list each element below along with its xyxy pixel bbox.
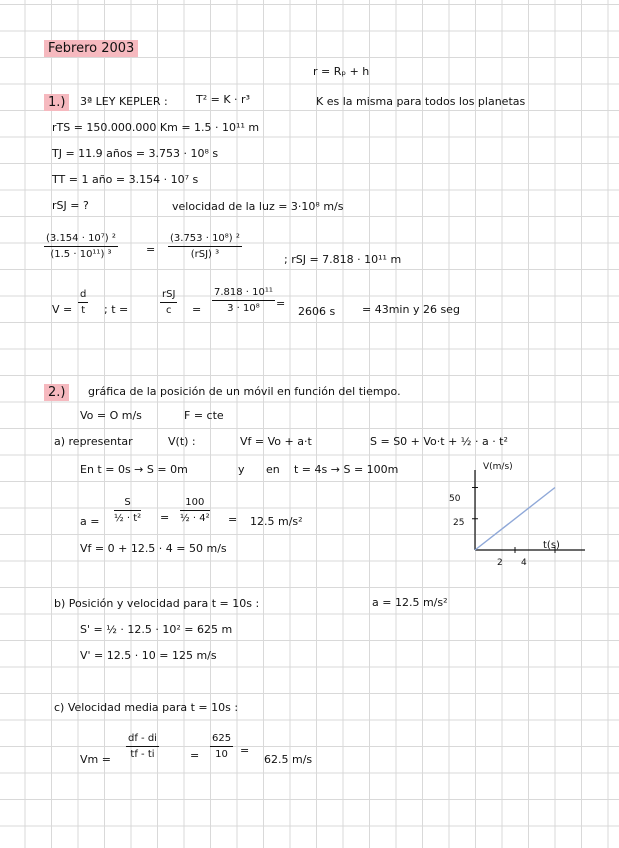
vm-label: Vm = — [80, 753, 111, 766]
equals-sign: = — [228, 513, 238, 526]
fraction-numerator: 100 — [180, 498, 210, 511]
fraction-denominator: (rSJ) ³ — [190, 249, 220, 260]
radius-formula: r = Rₚ + h — [313, 65, 370, 78]
light-speed: velocidad de la luz = 3·10⁸ m/s — [172, 200, 344, 213]
acceleration-value: a = 12.5 m/s² — [372, 596, 448, 609]
fraction-tj-rsj — [168, 234, 242, 260]
position-at-10s: S' = ½ · 12.5 · 10² = 625 m — [80, 623, 233, 636]
time-seconds: 2606 s — [298, 305, 336, 318]
part-c-label: c) Velocidad media para t = 10s : — [54, 701, 239, 714]
fraction-denominator: t — [81, 305, 86, 316]
graph-y-label: V(m/s) — [483, 462, 513, 472]
conjunction-y: y — [238, 463, 245, 476]
fraction-numerator: S — [114, 498, 141, 511]
t-label: ; t = — [104, 303, 129, 316]
problem-2-number: 2.) — [44, 384, 69, 401]
rsj-line: rSJ = ? — [52, 199, 89, 212]
mean-velocity-result: 62.5 m/s — [264, 753, 313, 766]
fraction-numerator: df - di — [126, 734, 159, 747]
date-header: Febrero 2003 — [44, 40, 138, 57]
time-minutes: = 43min y 26 seg — [362, 303, 460, 316]
word-en: en — [266, 463, 280, 476]
condition-initial: En t = 0s → S = 0m — [80, 463, 188, 476]
y-tick-label-25: 25 — [453, 518, 465, 528]
kepler-title: 3ª LEY KEPLER : — [80, 95, 168, 108]
fraction-denominator: ½ · 4² — [180, 513, 210, 524]
tj-line: TJ = 11.9 años = 3.753 · 10⁸ s — [52, 147, 219, 160]
fraction-numerator: 7.818 · 10¹¹ — [212, 288, 275, 301]
fraction-numerator: 625 — [210, 734, 233, 747]
fraction-rsj-c — [160, 290, 177, 316]
fraction-numerator: (3.154 · 10⁷) ² — [44, 234, 118, 247]
fraction-denominator: (1.5 · 10¹¹) ³ — [50, 249, 112, 260]
velocity-function: V(t) : — [168, 435, 196, 448]
rts-line: rTS = 150.000.000 Km = 1.5 · 10¹¹ m — [52, 121, 260, 134]
x-tick-label-4: 4 — [521, 558, 527, 568]
rsj-result: ; rSJ = 7.818 · 10¹¹ m — [284, 253, 402, 266]
equals-sign: = — [146, 243, 156, 256]
velocity-time-graph — [449, 460, 595, 580]
part-b-label: b) Posición y velocidad para t = 10s : — [54, 597, 260, 610]
force-constant: F = cte — [184, 409, 224, 422]
position-formula: S = S0 + Vo·t + ½ · a · t² — [370, 435, 508, 448]
equals-sign: = — [240, 744, 250, 757]
equals-sign: = — [192, 303, 202, 316]
fraction-numerator: (3.753 · 10⁸) ² — [168, 234, 242, 247]
final-velocity-result: Vf = 0 + 12.5 · 4 = 50 m/s — [80, 542, 227, 555]
initial-velocity: Vo = O m/s — [80, 409, 142, 422]
a-label: a = — [80, 515, 100, 528]
final-velocity-formula: Vf = Vo + a·t — [240, 435, 312, 448]
x-tick-label-2: 2 — [497, 558, 503, 568]
equals-sign: = — [276, 297, 286, 310]
y-tick-label-50: 50 — [449, 494, 461, 504]
fraction-numerator: rSJ — [160, 290, 177, 303]
fraction-a-numeric — [180, 498, 210, 524]
fraction-d-t — [78, 290, 88, 316]
fraction-denominator: c — [165, 305, 172, 316]
fraction-denominator: tf - ti — [130, 749, 155, 760]
condition-final: t = 4s → S = 100m — [294, 463, 399, 476]
equals-sign: = — [190, 749, 200, 762]
problem-2-title: gráfica de la posición de un móvil en función del tiempo. — [88, 385, 401, 398]
equals-sign: = — [160, 511, 170, 524]
fraction-denominator: ½ · t² — [114, 513, 142, 524]
fraction-tt-rts — [44, 234, 118, 260]
fraction-numerator: d — [78, 290, 88, 303]
problem-1-number: 1.) — [44, 94, 69, 111]
fraction-vm-numeric — [210, 734, 233, 760]
acceleration-result: 12.5 m/s² — [250, 515, 303, 528]
kepler-note: K es la misma para todos los planetas — [316, 95, 526, 108]
part-a-label: a) representar — [54, 435, 133, 448]
fraction-vm-symbolic — [126, 734, 159, 760]
fraction-a-symbolic — [114, 498, 141, 524]
tt-line: TT = 1 año = 3.154 · 10⁷ s — [52, 173, 199, 186]
graph-x-label: t(s) — [543, 540, 560, 551]
fraction-time-value — [212, 288, 275, 314]
fraction-denominator: 10 — [215, 749, 228, 760]
v-label: V = — [52, 303, 73, 316]
fraction-denominator: 3 · 10⁸ — [227, 303, 260, 314]
velocity-at-10s: V' = 12.5 · 10 = 125 m/s — [80, 649, 217, 662]
kepler-law: T² = K · r³ — [196, 93, 250, 106]
